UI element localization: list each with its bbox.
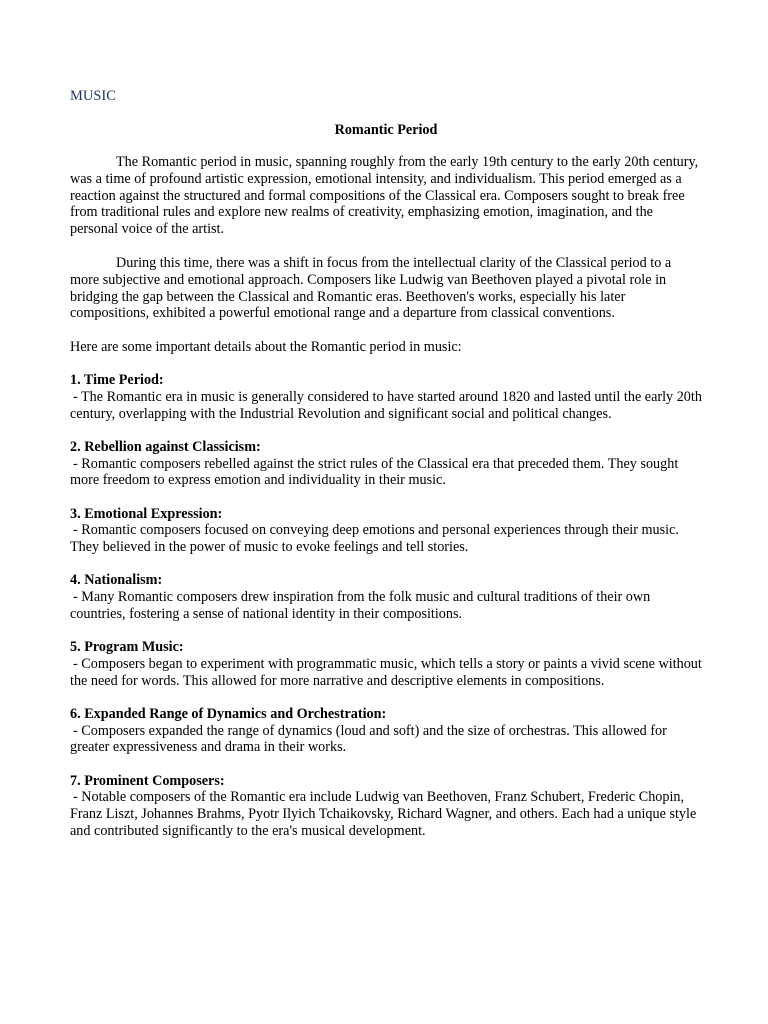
item-body: - The Romantic era in music is generally considered to have started around 1820 and lasted until the early 20th century, overlapping with the Industrial Revolution and significant social and political changes. — [70, 388, 702, 422]
list-item — [70, 773, 702, 840]
item-heading: 5. Program Music: — [70, 639, 184, 656]
item-heading: 2. Rebellion against Classicism: — [70, 438, 261, 455]
list-intro: Here are some important details about the Romantic period in music: — [70, 339, 462, 356]
list-item — [70, 506, 702, 556]
item-body: - Composers expanded the range of dynamics (loud and soft) and the size of orchestras. This allowed for greater expressiveness and drama in their works. — [70, 722, 667, 756]
list-item — [70, 572, 702, 622]
list-item — [70, 639, 702, 689]
document-title: Romantic Period — [334, 122, 438, 138]
document-content — [70, 87, 702, 856]
item-heading: 3. Emotional Expression: — [70, 505, 223, 522]
item-body: - Many Romantic composers drew inspiration from the folk music and cultural traditions of their own countries, fostering a sense of national identity in their compositions. — [70, 589, 651, 622]
item-heading: 4. Nationalism: — [70, 572, 163, 589]
intro-paragraph-1: The Romantic period in music, spanning roughly from the early 19th century to the early 20th century, was a time of profound artistic expression, emotional intensity, and individualism. This period emerged as a reaction against the structured and formal compositions of the Classical era. Composers sought to break free from traditional rules and explore new realms of creativity, emphasizing emotion, imagination, and the personal voice of the artist. — [70, 154, 699, 238]
item-body: - Composers began to experiment with programmatic music, which tells a story or paints a vivid scene without the need for words. This allowed for more narrative and descriptive elements in compositions. — [70, 655, 702, 689]
item-heading: 1. Time Period: — [70, 371, 164, 388]
intro-paragraph-2: During this time, there was a shift in focus from the intellectual clarity of the Classical period to a more subjective and emotional approach. Composers like Ludwig van Beethoven played a pivotal role in bridging the gap between the Classical and Romantic eras. Beethoven's works, especially his later compositions, exhibited a powerful emotional range and a departure from classical conventions. — [70, 254, 672, 322]
item-body: - Romantic composers rebelled against the strict rules of the Classical era that preceded them. They sought more freedom to express emotion and individuality in their music. — [70, 455, 679, 489]
item-heading: 7. Prominent Composers: — [70, 772, 225, 789]
item-body: - Notable composers of the Romantic era include Ludwig van Beethoven, Franz Schubert, Frederic Chopin, Franz Liszt, Johannes Brahms, Pyotr Ilyich Tchaikovsky, Richard Wagner, and others. Each had a unique style and contributed significantly to the era's musical development. — [70, 789, 697, 840]
item-heading: 6. Expanded Range of Dynamics and Orchestration: — [70, 705, 387, 722]
list-item — [70, 372, 702, 422]
section-label: MUSIC — [70, 88, 116, 104]
list-item — [70, 439, 702, 489]
item-body: - Romantic composers focused on conveying deep emotions and personal experiences through their music. They believed in the power of music to evoke feelings and tell stories. — [70, 522, 679, 556]
list-item — [70, 706, 702, 756]
